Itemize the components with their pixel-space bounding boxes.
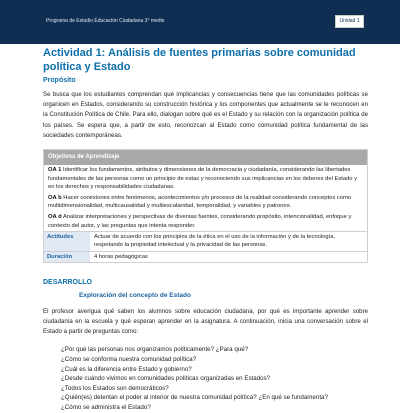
objective-item — [44, 165, 367, 193]
objective-text: Identificar los fundamentos, atributos y dimensiones de la democracia y ciudadanía, considerando las libertades fundamentales de las personas como un principio de estas y reconociendo sus implicancias en los deberes del Estado y en los derechos y responsabilidades ciudadanas. — [48, 167, 358, 191]
objectives-heading: Objetivos de Aprendizaje — [44, 150, 367, 165]
question-item: ¿Desde cuándo vivimos en comunidades políticas organizadas en Estados? — [61, 375, 271, 383]
attitudes-text: Actuar de acuerdo con los principios de la ética en el uso de la información y de la tecnología, respetando la propiedad intelectual y la privacidad de las personas. — [94, 234, 336, 249]
objective-text: Analizar interpretaciones y perspectivas de diversas fuentes, considerando propósito, intencionalidad, enfoque y contexto del autor, y las preguntas que intenta responder. — [48, 213, 352, 229]
duration-row — [44, 251, 367, 262]
objective-code: OA b — [48, 194, 62, 201]
objective-item — [44, 193, 367, 212]
purpose-heading: Propósito — [43, 77, 76, 84]
question-item: ¿Quién(es) detentan el poder al interior de nuestra comunidad política? ¿En qué se fundamenta? — [61, 394, 328, 402]
program-title: Programa de Estudio Educación Ciudadana 3° medio — [46, 18, 165, 24]
development-subheading: Exploración del concepto de Estado — [79, 291, 191, 299]
development-heading: DESARROLLO — [43, 278, 92, 286]
development-intro: El profesor averigua qué saben los alumnos sobre educación ciudadana, por qué es importante aprender sobre ciudadanía en la escuela y qué esperan aprender en la asignatura. A continuación, inicia una conversación sobre el Estado a partir de preguntas como: — [43, 307, 368, 336]
objective-item — [44, 212, 367, 231]
question-item: ¿Cómo se conforma nuestra comunidad política? — [61, 355, 197, 363]
objective-code: OA 1 — [48, 167, 62, 174]
document-header — [0, 0, 400, 44]
question-item: ¿Por qué las personas nos organizamos políticamente? ¿Para qué? — [61, 346, 249, 354]
purpose-text: Se busca que los estudiantes comprendan qué implicancias y consecuencias tiene que las comunidades políticas se organicen en Estados, considerando su construcción histórica y los componentes que actualmente se le reconocen en la Constitución Política de Chile. Para ello, dialogan sobre qué es el Estado y su relación con la organización política de los países. Se espera que, a partir de esto, reconozcan al Estado como comunidad política fundamental de las sociedades contemporáneas. — [43, 91, 368, 139]
page-content — [43, 46, 368, 413]
duration-text: 4 horas pedagógicas — [94, 253, 148, 260]
unit-badge: Unidad 1 — [335, 15, 364, 28]
question-item: ¿Cuál es la diferencia entre Estado y gobierno? — [61, 365, 192, 373]
question-item: ¿Cómo se administra el Estado? — [61, 403, 151, 411]
attitudes-label: Actitudes — [44, 232, 90, 250]
objectives-table — [43, 149, 368, 263]
activity-title: Actividad 1: Análisis de fuentes primarias sobre comunidad política y Estado — [43, 47, 356, 73]
objective-text: Hacer conexiones entre fenómenos, acontecimientos y/o procesos de la realidad considerando conceptos como multidimensionalidad, multicausalidad y multiescalaridad, temporalidad, y variables y patrones. — [48, 194, 352, 210]
duration-label: Duración — [44, 252, 90, 262]
question-list — [61, 345, 368, 412]
attitudes-row — [44, 231, 367, 250]
objective-code: OA d — [48, 213, 62, 220]
question-item: ¿Todos los Estados son democráticos? — [61, 384, 169, 392]
